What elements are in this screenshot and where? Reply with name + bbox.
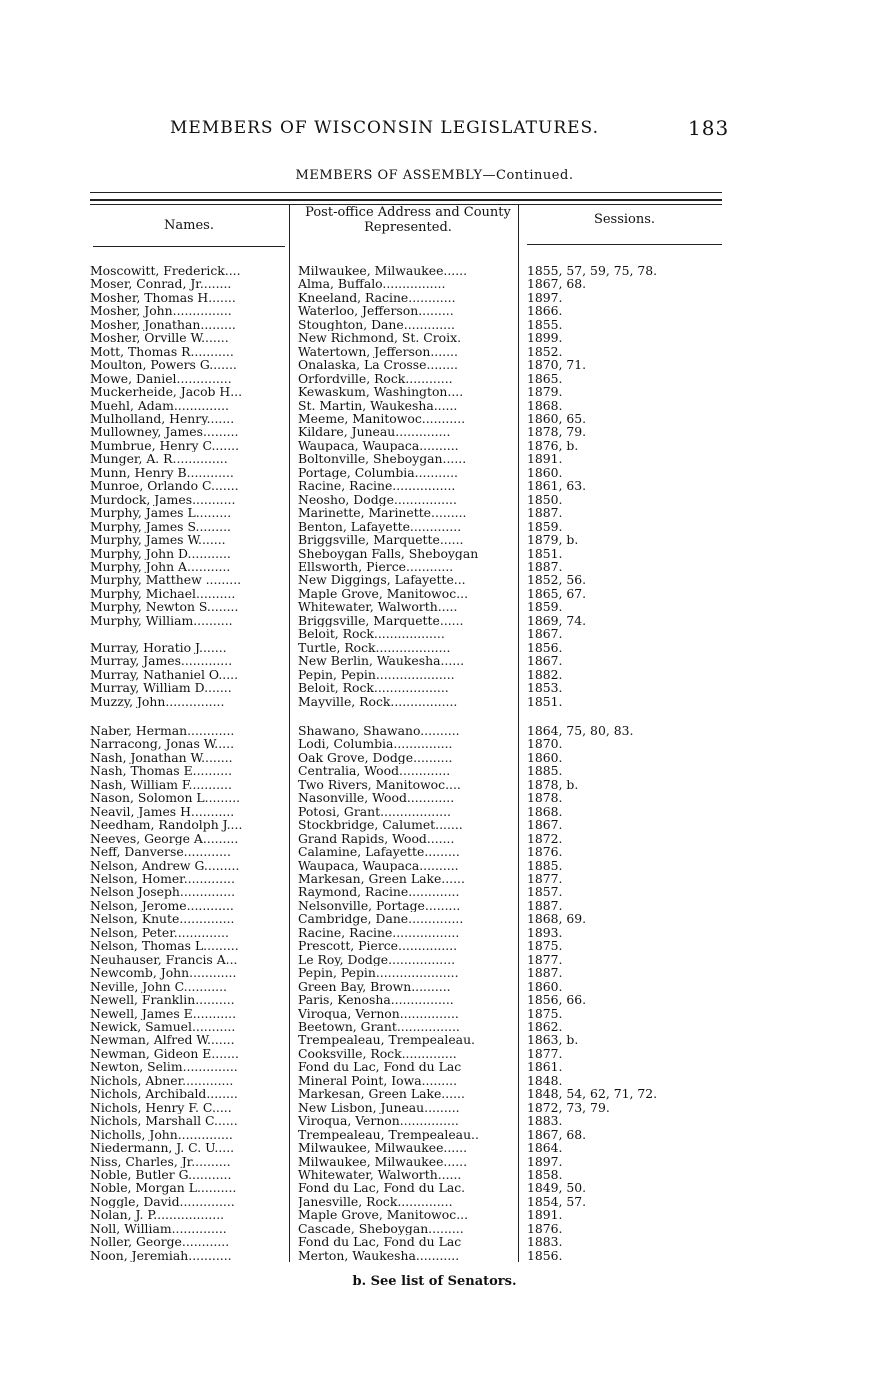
member-sessions: 1861. [527,1060,563,1074]
member-sessions: 1852. [527,344,563,359]
member-name: Nelson Joseph.............. [90,885,236,899]
member-address: Nasonville, Wood............ [298,791,455,805]
member-name: Nelson, Andrew G......... [90,858,240,872]
member-sessions: 1893. [527,925,563,940]
member-name: Nelson, Homer............. [90,871,235,886]
member-address: Briggsville, Marquette...... [298,613,464,628]
n-names-column [90,724,288,1262]
top-rule-thick [90,199,722,201]
member-address: Milwaukee, Milwaukee...... [298,264,468,278]
member-name: Noll, William.............. [90,1221,227,1236]
member-address: Kewaskum, Washington.... [298,385,464,399]
column-header-names: Names. [164,218,214,233]
member-address: Whitewater, Walworth...... [298,1167,462,1182]
member-sessions: 1860. [527,465,563,480]
member-name: Nason, Solomon L......... [90,791,241,805]
member-address: Fond du Lac, Fond du Lac. [298,1181,466,1195]
member-sessions: 1872. [527,831,563,846]
member-name: Nelson, Thomas L......... [90,939,239,953]
member-name: Naber, Herman............ [90,724,235,738]
member-name: Nichols, Abner............. [90,1073,234,1088]
member-address: Nelsonville, Portage......... [298,898,461,913]
member-sessions: 1862. [527,1019,563,1034]
member-address: Neosho, Dodge................ [298,492,457,507]
member-name: Newman, Gideon E....... [90,1046,239,1061]
member-sessions: 1872, 73, 79. [527,1100,610,1115]
member-address: Lodi, Columbia............... [298,737,453,751]
member-address: Beetown, Grant................ [298,1019,460,1034]
member-name: Nichols, Archibald........ [90,1087,238,1101]
column-header-address: Post-office Address and County Represented. [305,205,511,235]
member-address: Prescott, Pierce............... [298,939,458,953]
member-sessions: 1859. [527,600,563,614]
member-name: Mosher, Jonathan......... [90,317,236,332]
top-rule [90,192,722,193]
member-sessions: 1877. [527,952,563,967]
member-sessions: 1877. [527,1046,563,1061]
member-sessions: 1887. [527,506,563,520]
member-address: Potosi, Grant.................. [298,804,451,819]
member-sessions: 1897. [527,1154,563,1168]
member-name: Murray, Nathaniel O..... [90,667,239,682]
member-sessions: 1891. [527,452,563,466]
member-sessions: 1887. [527,966,563,980]
member-sessions: 1864, 75, 80, 83. [527,724,634,738]
member-sessions: 1868. [527,804,563,819]
member-sessions: 1867, 68. [527,277,587,291]
member-sessions: 1875. [527,1006,563,1020]
member-sessions: 1848. [527,1073,563,1088]
sessions-header-rule [527,244,722,245]
member-name: Noon, Jeremiah........... [90,1248,232,1263]
member-address: Trempealeau, Trempealeau.. [298,1127,479,1142]
member-name: Newick, Samuel........... [90,1019,236,1034]
member-name: Niedermann, J. C. U..... [90,1141,235,1155]
member-name: Nichols, Henry F. C..... [90,1100,232,1115]
member-address: Marinette, Marinette......... [298,506,467,520]
member-name: Mosher, Orville W....... [90,331,229,345]
member-address: Oak Grove, Dodge.......... [298,750,453,765]
section-subheader: MEMBERS OF ASSEMBLY—Continued. [295,168,574,183]
member-address: Fond du Lac, Fond du Lac [298,1235,462,1249]
member-name: Moser, Conrad, Jr........ [90,277,232,291]
member-name: Neff, Danverse............ [90,845,231,859]
member-sessions: 1883. [527,1235,563,1249]
member-address: Markesan, Green Lake...... [298,1087,465,1101]
member-name: Mullowney, James......... [90,425,239,439]
member-name: Nichols, Marshall C...... [90,1114,238,1128]
member-address: Markesan, Green Lake...... [298,871,465,886]
member-name: Murphy, James S......... [90,519,231,534]
member-sessions: 1853. [527,681,563,695]
member-name: Murphy, Matthew ......... [90,573,242,587]
member-name: Nolan, J. P.................. [90,1208,225,1222]
member-address: Beloit, Rock................... [298,681,449,695]
member-name: Murphy, Newton S........ [90,600,239,614]
member-address: Briggsville, Marquette...... [298,533,464,547]
member-address: New Richmond, St. Croix. [298,331,462,345]
member-address: Ellsworth, Pierce............ [298,559,454,574]
member-address: Stoughton, Dane............. [298,317,455,332]
member-name: Nelson, Knute.............. [90,912,235,926]
member-address: Mayville, Rock................. [298,694,458,708]
member-sessions: 1854, 57. [527,1194,587,1209]
member-name: Mulholland, Henry....... [90,411,235,426]
n-address-column [298,724,518,1262]
member-address: Pepin, Pepin.................... [298,667,455,682]
member-name: Murphy, John D........... [90,546,231,560]
member-sessions: 1851. [527,694,563,708]
member-sessions: 1878, 79. [527,425,587,439]
member-name: Muzzy, John............... [90,694,225,708]
member-address: Le Roy, Dodge................. [298,952,456,967]
member-name: Mowe, Daniel.............. [90,371,232,386]
member-sessions: 1885. [527,858,563,872]
member-name: Munroe, Orlando C....... [90,479,239,493]
member-sessions: 1860, 65. [527,411,587,426]
member-address: Cascade, Sheboygan......... [298,1221,464,1236]
member-name: Murray, William D....... [90,681,232,695]
member-name: Mumbrue, Henry C....... [90,438,240,453]
member-sessions: 1891. [527,1208,563,1222]
member-address: Waupaca, Waupaca.......... [298,858,459,872]
member-address: Merton, Waukesha........... [298,1248,460,1263]
member-sessions: 1870. [527,737,563,751]
member-sessions: 1869, 74. [527,613,587,628]
member-address: Benton, Lafayette............. [298,519,462,534]
member-name: Murphy, Michael.......... [90,586,236,601]
member-sessions: 1887. [527,559,563,574]
member-sessions: 1859. [527,519,563,534]
column-header-sessions: Sessions. [593,212,656,227]
member-address: Racine, Racine................. [298,925,460,940]
member-name: Mosher, John............... [90,304,232,318]
member-name: Nicholls, John.............. [90,1127,233,1142]
member-sessions: 1885. [527,764,563,778]
member-name: Newell, Franklin.......... [90,993,235,1007]
member-address: Meeme, Manitowoc........... [298,411,466,426]
member-address: Fond du Lac, Fond du Lac [298,1060,462,1074]
member-name: Neavil, James H........... [90,804,235,819]
member-address: Pepin, Pepin..................... [298,966,459,980]
member-address: Grand Rapids, Wood....... [298,831,455,846]
member-address: Kildare, Juneau.............. [298,425,451,439]
member-address: Kneeland, Racine............ [298,290,456,305]
member-sessions: 1870, 71. [527,358,587,372]
member-name: Nelson, Peter.............. [90,925,229,940]
member-sessions: 1863, b. [527,1033,579,1047]
member-address: Milwaukee, Milwaukee...... [298,1154,468,1168]
member-address: Maple Grove, Manitowoc... [298,1208,469,1222]
member-sessions: 1867. [527,627,563,641]
member-name: Moulton, Powers G....... [90,358,237,372]
member-name: Noble, Butler G........... [90,1167,232,1182]
member-name: Newton, Selim.............. [90,1060,238,1074]
member-sessions: 1887. [527,898,563,913]
member-sessions: 1856. [527,1248,563,1263]
member-address: Mineral Point, Iowa......... [298,1073,458,1088]
m-names-column [90,264,288,708]
member-name: Murdock, James........... [90,492,236,507]
member-name: Nelson, Jerome............ [90,898,234,913]
member-name: Murphy, William.......... [90,613,233,628]
member-name: Murphy, James L......... [90,506,232,520]
member-address: Waupaca, Waupaca.......... [298,438,459,453]
member-sessions: 1865. [527,371,563,386]
member-address: Waterloo, Jefferson......... [298,304,454,318]
member-address: Orfordville, Rock............ [298,371,453,386]
member-address: Calamine, Lafayette......... [298,845,460,859]
member-sessions: 1879. [527,385,563,399]
member-name: Noggle, David.............. [90,1194,235,1209]
member-sessions: 1876. [527,1221,563,1236]
member-name: Murray, James............. [90,654,233,668]
page-number: 183 [688,116,730,140]
m-sessions-column [527,264,717,708]
member-name: Muehl, Adam.............. [90,398,229,412]
member-sessions: 1876. [527,845,563,859]
member-sessions: 1860. [527,750,563,765]
member-name: Nash, Thomas E.......... [90,764,233,778]
member-address: Janesville, Rock.............. [298,1194,453,1209]
member-sessions: 1867. [527,654,563,668]
member-sessions: 1868, 69. [527,912,587,926]
member-address: Turtle, Rock................... [298,640,451,655]
member-sessions: 1852, 56. [527,573,587,587]
member-address: Viroqua, Vernon............... [298,1114,459,1128]
member-name: Moscowitt, Frederick.... [90,264,241,278]
member-name: Noble, Morgan L.......... [90,1181,237,1195]
member-name: Neuhauser, Francis A... [90,952,238,967]
member-address: Cooksville, Rock.............. [298,1046,457,1061]
member-sessions: 1850. [527,492,563,507]
member-name: Newman, Alfred W....... [90,1033,235,1047]
member-sessions: 1882. [527,667,563,682]
member-sessions: 1878. [527,791,563,805]
member-name: Niss, Charles, Jr.......... [90,1154,231,1168]
member-sessions: 1856. [527,640,563,655]
member-sessions: 1851. [527,546,563,560]
member-address: Maple Grove, Manitowoc... [298,586,469,601]
member-address: Two Rivers, Manitowoc.... [298,777,461,792]
member-address: Milwaukee, Milwaukee...... [298,1141,468,1155]
member-sessions: 1864. [527,1141,563,1155]
member-name: Nash, Jonathan W........ [90,750,233,765]
m-address-column [298,264,518,708]
member-sessions: 1855, 57, 59, 75, 78. [527,264,658,278]
n-sessions-column [527,724,717,1262]
member-address: Raymond, Racine............. [298,885,460,899]
member-sessions: 1883. [527,1114,563,1128]
member-name: Needham, Randolph J.... [90,818,243,832]
member-sessions: 1899. [527,331,563,345]
member-address: New Berlin, Waukesha...... [298,654,465,668]
member-address: New Diggings, Lafayette... [298,573,466,587]
member-sessions: 1867. [527,818,563,832]
member-name: Mott, Thomas R........... [90,344,234,359]
member-address: Stockbridge, Calumet....... [298,818,463,832]
member-sessions: 1879, b. [527,533,579,547]
member-sessions: 1868. [527,398,563,412]
member-name: Newcomb, John............ [90,966,237,980]
member-address: Viroqua, Vernon............... [298,1006,459,1020]
member-sessions: 1848, 54, 62, 71, 72. [527,1087,658,1101]
member-sessions: 1877. [527,871,563,886]
member-sessions: 1861, 63. [527,479,587,493]
member-name: Newell, James E........... [90,1006,237,1020]
member-address: Alma, Buffalo................ [298,277,446,291]
names-header-rule [93,246,285,247]
member-name: Muckerheide, Jacob H... [90,385,243,399]
member-address: New Lisbon, Juneau......... [298,1100,460,1115]
member-address: Boltonville, Sheboygan...... [298,452,467,466]
member-sessions: 1897. [527,290,563,305]
member-address: Sheboygan Falls, Sheboygan [298,546,479,560]
member-name: Murphy, John A........... [90,559,231,574]
member-sessions: 1855. [527,317,563,332]
member-sessions: 1878, b. [527,777,579,792]
member-address: Portage, Columbia........... [298,465,458,480]
member-name: Munger, A. R.............. [90,452,228,466]
page-title: MEMBERS OF WISCONSIN LEGISLATURES. [170,118,600,138]
footnote: b. See list of Senators. [352,1274,517,1289]
member-sessions: 1858. [527,1167,563,1182]
member-address: Racine, Racine................ [298,479,456,493]
member-name: Noller, George............ [90,1235,230,1249]
member-address: Shawano, Shawano.......... [298,724,460,738]
member-sessions: 1867, 68. [527,1127,587,1142]
member-name [90,627,288,640]
column-divider-right [518,204,519,1262]
member-address: Cambridge, Dane.............. [298,912,464,926]
member-address: Paris, Kenosha................ [298,993,454,1007]
column-divider-left [289,204,290,1262]
member-address: Watertown, Jefferson....... [298,344,458,359]
member-name: Nash, William F........... [90,777,232,792]
member-sessions: 1866. [527,304,563,318]
member-name: Neville, John C........... [90,979,227,994]
member-sessions: 1857. [527,885,563,899]
member-name: Munn, Henry B............ [90,465,234,480]
member-address: Centralia, Wood............. [298,764,451,778]
member-address: St. Martin, Waukesha...... [298,398,458,412]
member-address: Green Bay, Brown.......... [298,979,451,994]
member-address: Whitewater, Walworth..... [298,600,458,614]
member-address: Trempealeau, Trempealeau. [298,1033,475,1047]
member-name: Neeves, George A......... [90,831,239,846]
member-sessions: 1875. [527,939,563,953]
member-sessions: 1865, 67. [527,586,587,601]
member-sessions: 1849, 50. [527,1181,587,1195]
member-name: Murphy, James W....... [90,533,226,547]
member-name: Narracong, Jonas W..... [90,737,235,751]
member-sessions: 1876, b. [527,438,579,453]
member-sessions: 1856, 66. [527,993,587,1007]
member-name: Murray, Horatio J....... [90,640,227,655]
member-address: Onalaska, La Crosse........ [298,358,458,372]
member-sessions: 1860. [527,979,563,994]
member-address: Beloit, Rock.................. [298,627,445,641]
member-name: Mosher, Thomas H....... [90,290,236,305]
